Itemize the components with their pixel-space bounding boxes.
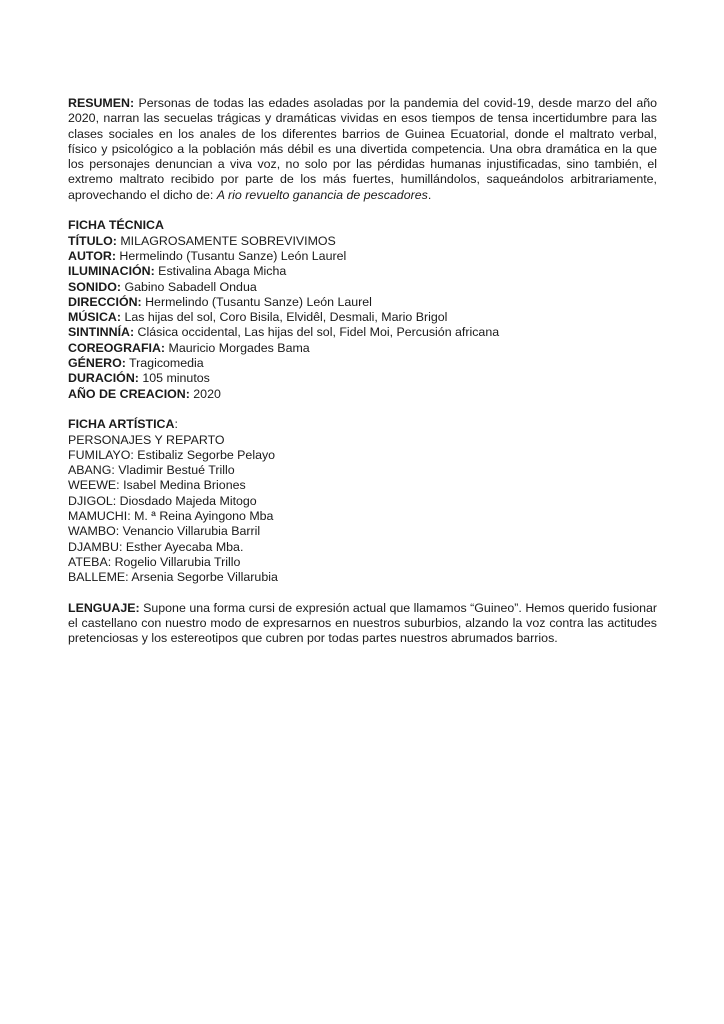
document-page [68,96,657,647]
resumen-paragraph [68,96,657,203]
item-value: Mauricio Morgades Bama [165,340,310,355]
item-label: AÑO DE CREACION: [68,386,190,401]
cast-item: WEEWE: Isabel Medina Briones [68,478,246,493]
ficha-item-duracion [68,371,657,386]
lenguaje-label: LENGUAJE: [68,600,140,615]
ficha-item-sintinnia [68,325,657,340]
item-label: ILUMINACIÓN: [68,264,155,279]
ficha-item-genero [68,356,657,371]
ficha-tecnica-list [68,234,657,402]
personajes-subheading: PERSONAJES Y REPARTO [68,432,225,447]
item-value: MILAGROSAMENTE SOBREVIVIMOS [116,233,336,248]
item-value: 2020 [189,386,221,401]
item-label: COREOGRAFIA: [68,340,166,355]
lenguaje-paragraph [68,601,657,647]
spacer [68,402,657,417]
resumen-end: . [427,187,432,202]
ficha-item-ano-creacion [68,387,657,402]
spacer [68,586,657,601]
item-label: MÚSICA: [68,310,121,325]
resumen-text: Personas de todas las edades asoladas por la pandemia del covid-19, desde marzo del año 2020, narran las secuelas trágicas y dramáticas vividas en esos tiempos de tensa incertidumbre para las clases sociales en los anales de los diferentes barrios de Guinea Ecuatorial, donde el maltrato verbal, físico y psicológico a la población más débil es una divertida competencia. Una obra dramática en la que los personajes denuncian a viva voz, no solo por las pérdidas humanas injustificadas, sino también, el extremo maltrato recibido por parte de los más fuertes, humillándolos, saqueándolos arbitrariamente, aprovechando el dicho de: [68,96,657,202]
ficha-item-sonido [68,280,657,295]
item-label: GÉNERO: [68,356,126,371]
item-label: DURACIÓN: [68,371,139,386]
item-value: Clásica occidental, Las hijas del sol, Fidel Moi, Percusión africana [134,325,500,340]
item-value: Gabino Sabadell Ondua [121,279,257,294]
heading-text: FICHA ARTÍSTICA [68,417,175,432]
cast-item: BALLEME: Arsenia Segorbe Villarubia [68,570,278,585]
ficha-item-direccion [68,295,657,310]
ficha-item-iluminacion [68,264,657,279]
item-label: SINTINNÍA: [68,325,135,340]
item-value: 105 minutos [138,371,210,386]
cast-item: DJIGOL: Diosdado Majeda Mitogo [68,493,257,508]
item-label: SONIDO: [68,279,122,294]
ficha-item-autor [68,249,657,264]
lenguaje-text: Supone una forma cursi de expresión actual que llamamos “Guineo”. Hemos querido fusionar el castellano con nuestro modo de expresarnos en nuestros suburbios, alzando la voz contra las actitudes pretenciosas y los estereotipos que cubren por todas partes nuestros abrumados barrios. [68,600,657,646]
item-value: Tragicomedia [125,356,204,371]
item-value: Hermelindo (Tusantu Sanze) León Laurel [141,294,372,309]
item-value: Las hijas del sol, Coro Bisila, Elvidêl, Desmali, Mario Brigol [121,310,448,325]
cast-list [68,448,657,586]
cast-item: DJAMBU: Esther Ayecaba Mba. [68,539,244,554]
cast-item: FUMILAYO: Estibaliz Segorbe Pelayo [68,447,276,462]
item-label: DIRECCIÓN: [68,294,142,309]
spacer [68,203,657,218]
item-value: Hermelindo (Tusantu Sanze) León Laurel [115,248,347,263]
resumen-label: RESUMEN: [68,96,135,110]
ficha-item-titulo [68,234,657,249]
item-label: TÍTULO: [68,233,117,248]
cast-item: ATEBA: Rogelio Villarubia Trillo [68,554,241,569]
cast-item: ABANG: Vladimir Bestué Trillo [68,463,235,478]
ficha-tecnica-heading: FICHA TÉCNICA [68,218,164,233]
ficha-item-musica [68,310,657,325]
cast-item: WAMBO: Venancio Villarubia Barril [68,524,261,539]
ficha-artistica-heading [68,417,657,432]
ficha-item-coreografia [68,341,657,356]
resumen-quote: A rio revuelto ganancia de pescadores [216,187,428,202]
item-label: AUTOR: [68,248,116,263]
heading-colon: : [174,417,178,432]
cast-item: MAMUCHI: M. ª Reina Ayingono Mba [68,509,274,524]
item-value: Estivalina Abaga Micha [154,264,287,279]
